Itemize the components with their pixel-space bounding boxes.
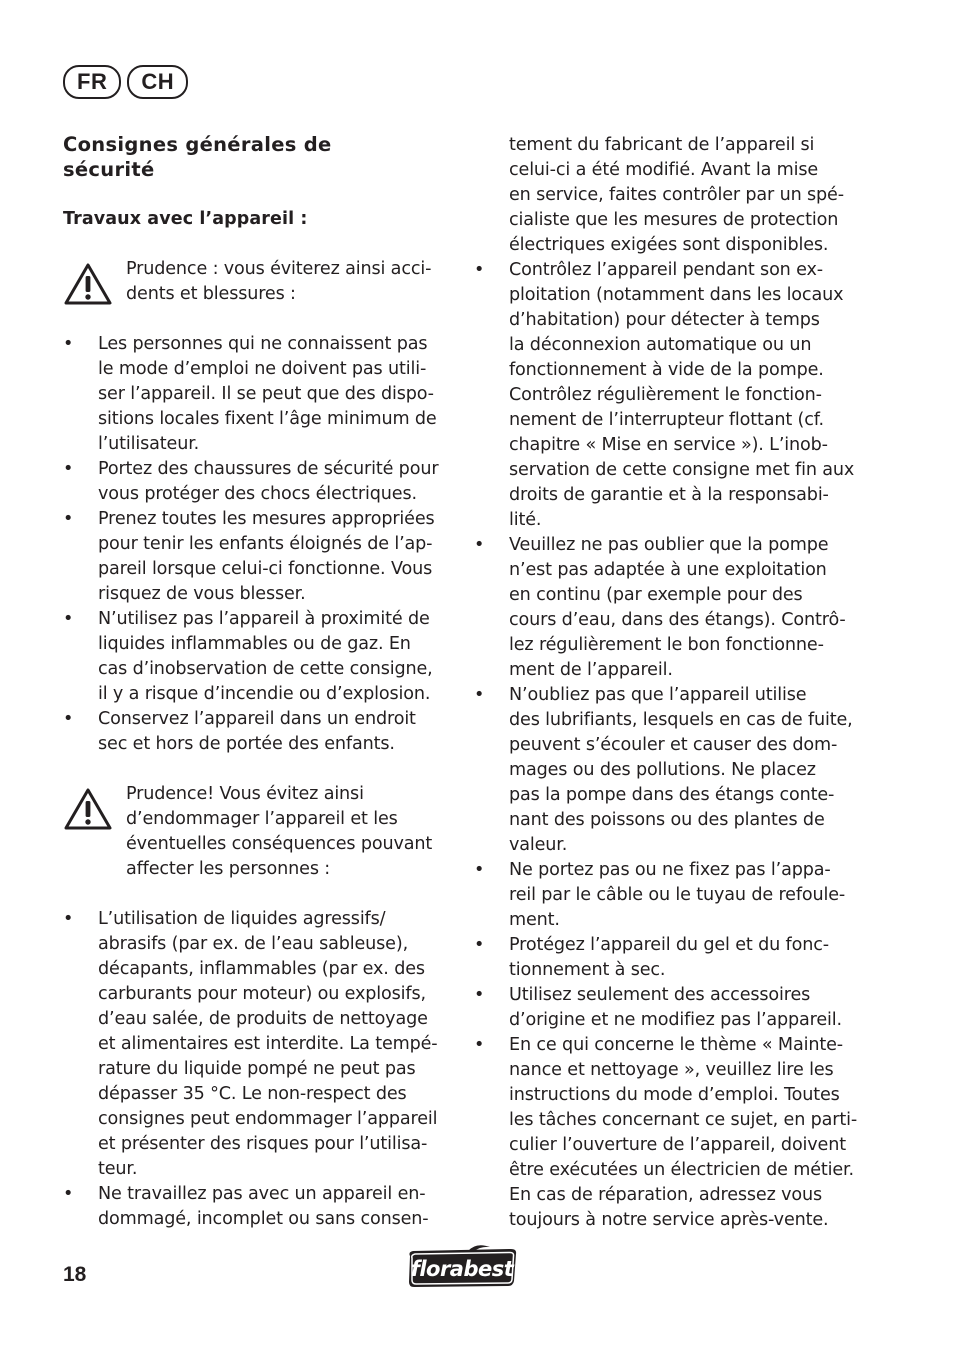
list-item-line: En cas de réparation, adressez vous	[509, 1185, 823, 1205]
section-title-line: Consignes générales de	[63, 133, 332, 156]
bullet-marker: •	[63, 909, 74, 929]
list-item-line: pareil lorsque celui-ci fonctionne. Vous	[98, 559, 433, 579]
list-item-line: risquez de vous blesser.	[98, 584, 306, 604]
list-item-line: carburants pour moteur) ou explosifs,	[98, 984, 426, 1004]
list-item	[474, 858, 874, 933]
left-column	[63, 132, 455, 1232]
list-item-line: ment de l’appareil.	[509, 660, 673, 680]
right-column	[474, 133, 874, 1233]
list-item-line: servation de cette consigne met fin aux	[509, 460, 855, 480]
list-item-line: lez régulièrement le bon fonctionne-	[509, 635, 824, 655]
list-item	[474, 1033, 874, 1233]
warning-triangle-icon	[63, 262, 113, 306]
list-item-line: les tâches concernant ce sujet, en parti-	[509, 1110, 858, 1130]
list-item-line: Contrôlez régulièrement le fonction-	[509, 385, 822, 405]
list-item-line: en service, faites contrôler par un spé-	[509, 185, 844, 205]
list-item-line: électriques exigées sont disponibles.	[509, 235, 829, 255]
warning-text-line: affecter les personnes :	[126, 859, 331, 879]
list-item-line: mages ou des pollutions. Ne placez	[509, 760, 816, 780]
bullet-marker: •	[474, 260, 485, 280]
warning-block	[63, 257, 455, 307]
bullet-list	[474, 258, 874, 1233]
list-item-line: fonctionnement à vide de la pompe.	[509, 360, 824, 380]
list-item	[63, 707, 455, 757]
list-item	[63, 1182, 455, 1232]
warning-text-line: Prudence! Vous évitez ainsi	[126, 784, 364, 804]
warning-text-line: dents et blessures :	[126, 284, 296, 304]
list-item-line: N’oubliez pas que l’appareil utilise	[509, 685, 807, 705]
bullet-marker: •	[474, 535, 485, 555]
list-item-line: L’utilisation de liquides agressifs/	[98, 909, 386, 929]
list-item-line: d’origine et ne modifiez pas l’appareil.	[509, 1010, 842, 1030]
continuation-text	[474, 133, 874, 258]
section-title-line: sécurité	[63, 158, 155, 181]
list-item-line: d’eau salée, de produits de nettoyage	[98, 1009, 428, 1029]
list-item-line: valeur.	[509, 835, 568, 855]
list-item-line: ploitation (notamment dans les locaux	[509, 285, 844, 305]
list-item	[474, 683, 874, 858]
list-item-line: rature du liquide pompé ne peut pas	[98, 1059, 416, 1079]
bullet-marker: •	[474, 985, 485, 1005]
language-badges	[63, 65, 188, 99]
list-item-line: Ne travaillez pas avec un appareil en-	[98, 1184, 426, 1204]
list-item-line: nement de l’interrupteur flottant (cf.	[509, 410, 824, 430]
warning-text-line: d’endommager l’appareil et les	[126, 809, 398, 829]
list-item-line: d’habitation) pour détecter à temps	[509, 310, 820, 330]
language-badge-ch: CH	[127, 65, 188, 99]
bullet-marker: •	[63, 334, 74, 354]
list-item-line: la déconnexion automatique ou un	[509, 335, 812, 355]
list-item-line: pas la pompe dans des étangs conte-	[509, 785, 835, 805]
list-item-line: celui-ci a été modifié. Avant la mise	[509, 160, 819, 180]
bullet-marker: •	[63, 609, 74, 629]
list-item	[474, 258, 874, 533]
list-item-line: ment.	[509, 910, 560, 930]
list-item-line: Contrôlez l’appareil pendant son ex-	[509, 260, 823, 280]
list-item-line: liquides inflammables ou de gaz. En	[98, 634, 411, 654]
list-item-line: sec et hors de portée des enfants.	[98, 734, 395, 754]
list-item-line: consignes peut endommager l’appareil	[98, 1109, 438, 1129]
list-item-line: nance et nettoyage », veuillez lire les	[509, 1060, 834, 1080]
list-item-line: instructions du mode d’emploi. Toutes	[509, 1085, 840, 1105]
florabest-logo	[404, 1244, 520, 1290]
list-item-line: dommagé, incomplet ou sans consen-	[98, 1209, 429, 1229]
list-item-line: vous protéger des chocs électriques.	[98, 484, 417, 504]
bullet-marker: •	[63, 509, 74, 529]
list-item-line: toujours à notre service après-vente.	[509, 1210, 829, 1230]
list-item-line: Protégez l’appareil du gel et du fonc-	[509, 935, 829, 955]
list-item-line: culier l’ouverture de l’appareil, doivent	[509, 1135, 846, 1155]
bullet-marker: •	[63, 1184, 74, 1204]
bullet-marker: •	[474, 860, 485, 880]
list-item-line: il y a risque d’incendie ou d’explosion.	[98, 684, 431, 704]
warning-text-line: Prudence : vous éviterez ainsi acci-	[126, 259, 432, 279]
list-item-line: décapants, inflammables (par ex. des	[98, 959, 425, 979]
list-item-line: Veuillez ne pas oublier que la pompe	[509, 535, 829, 555]
list-item	[63, 332, 455, 457]
warning-block	[63, 782, 455, 882]
bullet-marker: •	[63, 709, 74, 729]
list-item	[63, 907, 455, 1182]
list-item-line: Utilisez seulement des accessoires	[509, 985, 811, 1005]
list-item	[63, 507, 455, 607]
list-item-line: dépasser 35 °C. Le non-respect des	[98, 1084, 407, 1104]
list-item-line: Prenez toutes les mesures appropriées	[98, 509, 435, 529]
list-item-line: n’est pas adaptée à une exploitation	[509, 560, 827, 580]
list-item-line: cours d’eau, dans des étangs). Contrô-	[509, 610, 846, 630]
bullet-marker: •	[474, 935, 485, 955]
list-item	[474, 983, 874, 1033]
bullet-marker: •	[63, 459, 74, 479]
list-item-line: En ce qui concerne le thème « Mainte-	[509, 1035, 843, 1055]
list-item-line: tionnement à sec.	[509, 960, 666, 980]
list-item-line: le mode d’emploi ne doivent pas utili-	[98, 359, 427, 379]
list-item	[63, 607, 455, 707]
list-item-line: l’utilisateur.	[98, 434, 200, 454]
list-item-line: reil par le câble ou le tuyau de refoule-	[509, 885, 846, 905]
warning-triangle-icon	[63, 787, 113, 831]
list-item-line: des lubrifiants, lesquels en cas de fuite,	[509, 710, 853, 730]
list-item-line: lité.	[509, 510, 542, 530]
list-item-line: être exécutées un électricien de métier.	[509, 1160, 854, 1180]
list-item-line: Conservez l’appareil dans un endroit	[98, 709, 416, 729]
svg-text:florabest: florabest	[410, 1257, 514, 1281]
list-item-line: tement du fabricant de l’appareil si	[509, 135, 815, 155]
warning-text-line: éventuelles conséquences pouvant	[126, 834, 433, 854]
list-item-line: teur.	[98, 1159, 138, 1179]
list-item-line: sitions locales fixent l’âge minimum de	[98, 409, 437, 429]
page-number: 18	[63, 1263, 87, 1286]
language-badge-fr: FR	[63, 65, 121, 99]
list-item-line: droits de garantie et à la responsabi-	[509, 485, 829, 505]
section-subtitle: Travaux avec l’appareil :	[63, 209, 308, 229]
list-item-line: ser l’appareil. Il se peut que des dispo-	[98, 384, 434, 404]
list-item-line: et présenter des risques pour l’utilisa-	[98, 1134, 428, 1154]
list-item-line: et alimentaires est interdite. La tempé-	[98, 1034, 438, 1054]
list-item-line: chapitre « Mise en service »). L’inob-	[509, 435, 828, 455]
list-item-line: cialiste que les mesures de protection	[509, 210, 839, 230]
bullet-marker: •	[474, 1035, 485, 1055]
list-item-line: Les personnes qui ne connaissent pas	[98, 334, 428, 354]
section-title	[63, 132, 455, 182]
list-item	[63, 457, 455, 507]
list-item	[474, 933, 874, 983]
list-item-line: Portez des chaussures de sécurité pour	[98, 459, 439, 479]
list-item-line: nant des poissons ou des plantes de	[509, 810, 825, 830]
list-item-line: Ne portez pas ou ne fixez pas l’appa-	[509, 860, 831, 880]
list-item-line: abrasifs (par ex. de l’eau sableuse),	[98, 934, 409, 954]
list-item	[474, 533, 874, 683]
list-item-line: pour tenir les enfants éloignés de l’ap-	[98, 534, 433, 554]
list-item-line: cas d’inobservation de cette consigne,	[98, 659, 433, 679]
list-item-line: en continu (par exemple pour des	[509, 585, 803, 605]
list-item-line: N’utilisez pas l’appareil à proximité de	[98, 609, 430, 629]
bullet-marker: •	[474, 685, 485, 705]
bullet-list	[63, 907, 455, 1232]
list-item-line: peuvent s’écouler et causer des dom-	[509, 735, 838, 755]
bullet-list	[63, 332, 455, 757]
